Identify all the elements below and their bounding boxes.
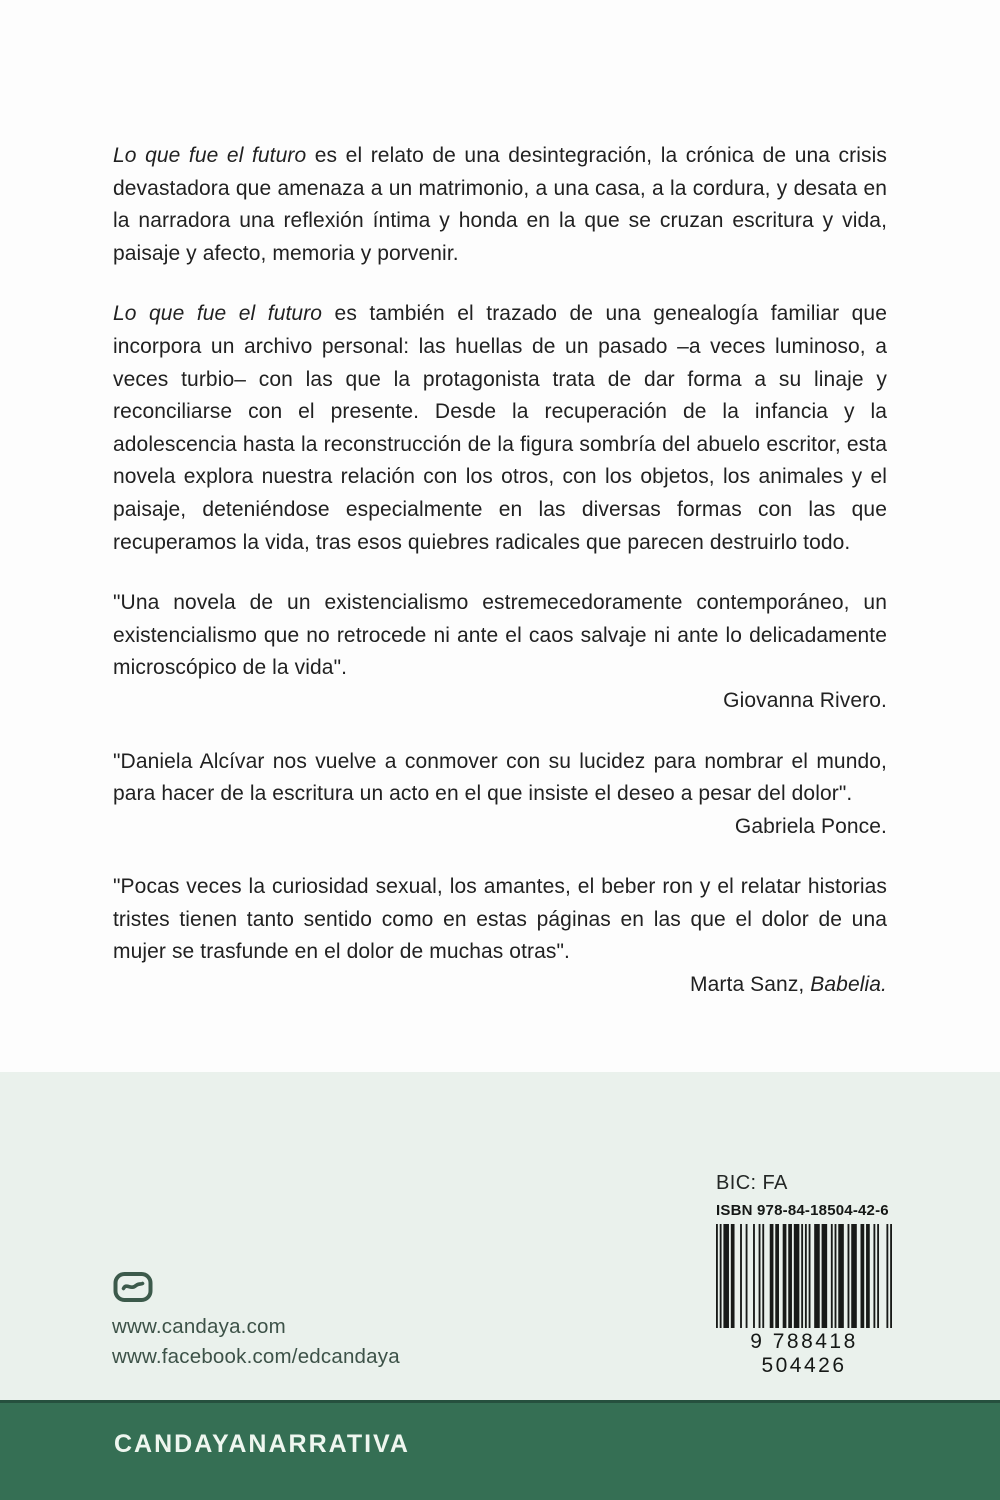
synopsis-paragraph-2	[113, 298, 887, 559]
barcode-bar	[814, 1224, 820, 1328]
review-source-italic: Babelia.	[810, 973, 887, 997]
reviewer-name: Gabriela Ponce.	[734, 814, 887, 838]
logo-wave	[124, 1284, 143, 1289]
barcode-bar	[835, 1224, 837, 1328]
barcode-bar	[861, 1224, 865, 1328]
barcode-block	[716, 1172, 916, 1378]
barcode-bar	[822, 1224, 828, 1328]
barcode-bar	[877, 1224, 879, 1328]
barcode-bar	[731, 1224, 735, 1328]
barcode-bar	[746, 1224, 748, 1328]
barcode-bar	[788, 1224, 792, 1328]
imprint-bar	[0, 1400, 1000, 1500]
barcode	[716, 1224, 892, 1328]
barcode-bar	[866, 1224, 870, 1328]
isbn-number: ISBN 978-84-18504-42-6	[716, 1202, 889, 1219]
barcode-bar	[805, 1224, 807, 1328]
review-quote-2-attribution	[113, 811, 887, 844]
book-title-italic: Lo que fue el futuro	[113, 144, 307, 167]
barcode-bar	[783, 1224, 787, 1328]
barcode-bar	[753, 1224, 755, 1328]
barcode-bar	[720, 1224, 722, 1328]
barcode-bar	[770, 1224, 774, 1328]
barcode-bar	[723, 1224, 729, 1328]
review-quote-1	[113, 587, 887, 717]
imprint-label: CANDAYANARRATIVA	[114, 1430, 410, 1458]
barcode-bar	[762, 1224, 764, 1328]
info-band	[0, 1072, 1000, 1400]
back-cover-text-column	[113, 140, 887, 1030]
reviewer-name: Giovanna Rivero.	[723, 688, 887, 712]
review-quote-1-text: "Una novela de un existencialismo estremecedoramente contemporáneo, un existencialismo que no retrocede ni ante el caos salvaje ni ante lo delicadamente microscópico de la vida".	[113, 591, 887, 680]
barcode-number: 9 788418 504426	[750, 1330, 858, 1377]
barcode-bar	[831, 1224, 833, 1328]
barcode-bar	[886, 1224, 888, 1328]
synopsis-paragraph-1-text: es el relato de una desintegración, la crónica de una crisis devastadora que amenaza a un matrimonio, a una casa, a la cordura, y desata en la narradora una reflexión íntima y honda en la que se cruzan escritura y vida, paisaje y afecto, memoria y porvenir.	[113, 144, 887, 265]
review-quote-1-attribution	[113, 685, 887, 718]
barcode-bar	[794, 1224, 800, 1328]
barcode-bar	[801, 1224, 803, 1328]
review-quote-3-text: "Pocas veces la curiosidad sexual, los amantes, el beber ron y el relatar historias tristes tienen tanto sentido como en estas páginas en las que el dolor de una mujer se trasfunde en el dolor de muchas otras".	[113, 875, 887, 964]
bic-code: BIC: FA	[716, 1172, 788, 1194]
barcode-bar	[848, 1224, 850, 1328]
synopsis-paragraph-1	[113, 140, 887, 270]
barcode-bar	[775, 1224, 779, 1328]
barcode-bar	[759, 1224, 761, 1328]
book-title-italic: Lo que fue el futuro	[113, 302, 323, 326]
reviewer-name: Marta Sanz,	[690, 973, 811, 997]
candaya-logo-icon	[112, 1270, 154, 1304]
synopsis-paragraph-2-text: es también el trazado de una genealogía familiar que incorpora un archivo personal: las huellas de un pasado –a veces luminoso, a veces turbio– con las que la protagonista trata de dar forma a su linaje y reconciliarse con el presente. Desde la recuperación de la infancia y la adolescencia hasta la reconstrucción de la figura sombría del abuelo escritor, esta novela explora nuestra relación con los otros, con los objetos, los animales y el paisaje, deteniéndose especialmente en las diversas formas con las que recuperamos la vida, tras esos quiebres radicales que parecen destruirlo todo.	[113, 302, 887, 554]
barcode-bar	[851, 1224, 857, 1328]
website-url: www.candaya.com	[112, 1315, 286, 1338]
review-quote-2-text: "Daniela Alcívar nos vuelve a conmover con su lucidez para nombrar el mundo, para hacer de la escritura un acto en el que insiste el deseo a pesar del dolor".	[113, 749, 887, 806]
review-quote-2	[113, 746, 887, 844]
review-quote-3-attribution	[113, 969, 887, 1002]
barcode-bar	[838, 1224, 844, 1328]
barcode-bar	[740, 1224, 742, 1328]
review-quote-3	[113, 871, 887, 1001]
barcode-bar	[809, 1224, 811, 1328]
barcode-bar	[890, 1224, 892, 1328]
barcode-bar	[716, 1224, 718, 1328]
publisher-contact-block	[112, 1270, 400, 1372]
facebook-url: www.facebook.com/edcandaya	[112, 1345, 400, 1368]
barcode-bar	[873, 1224, 875, 1328]
